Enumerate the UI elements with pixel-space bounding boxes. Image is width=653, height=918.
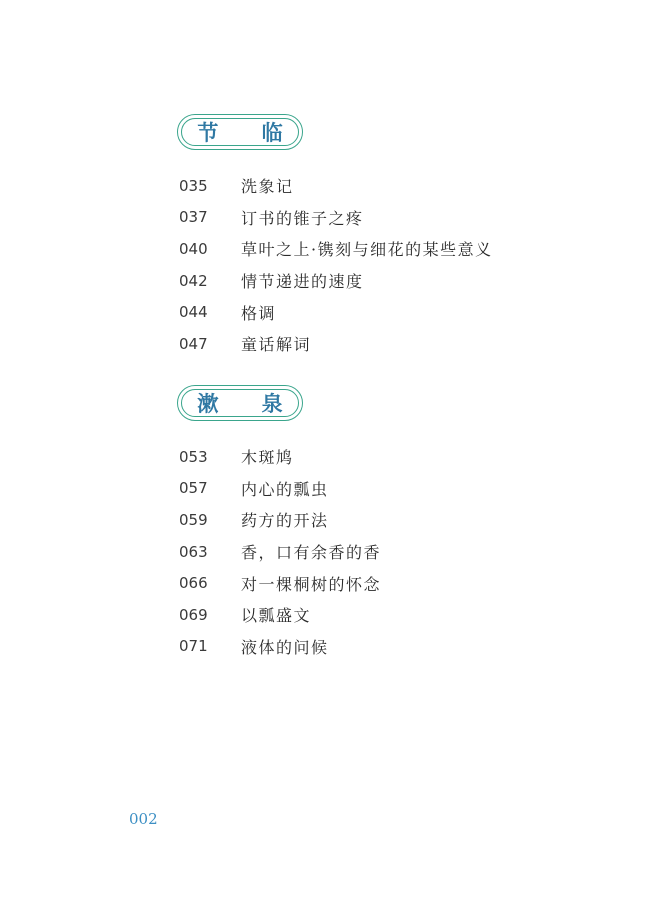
toc-entry[interactable] [179,170,493,202]
toc-entry[interactable] [179,296,493,328]
toc-entry-title: 草叶之上·镌刻与细花的某些意义 [241,240,493,260]
toc-entry-title: 液体的问候 [241,637,329,657]
folio-page-number: 002 [129,810,158,828]
toc-entry-title: 洗象记 [241,177,294,197]
toc-list [179,170,493,360]
toc-entry[interactable] [179,265,493,297]
toc-entry-title: 药方的开法 [241,511,329,531]
toc-entry[interactable] [179,328,493,360]
toc-entry[interactable] [179,599,381,631]
toc-page-number: 071 [179,637,208,656]
toc-page-number: 069 [179,605,208,624]
toc-entry[interactable] [179,504,381,536]
toc-entry-title: 格调 [241,303,277,323]
toc-list [179,441,381,662]
section-heading-badge [177,114,303,150]
toc-entry-title: 对一棵桐树的怀念 [241,574,382,594]
toc-page-number: 057 [179,479,208,498]
toc-entry-title: 童话解词 [241,335,312,355]
toc-page-number: 040 [179,239,208,258]
toc-page-number: 053 [179,447,208,466]
toc-entry-title: 内心的瓢虫 [241,479,329,499]
toc-page-number: 037 [179,208,208,227]
section-heading: 漱 泉 [197,391,301,416]
toc-entry[interactable] [179,441,381,473]
toc-entry-title: 香，口有余香的香 [241,543,382,563]
toc-entry-title: 木斑鸠 [241,448,294,468]
toc-page-number: 047 [179,334,208,353]
toc-entry[interactable] [179,567,381,599]
toc-entry[interactable] [179,233,493,265]
toc-page-number: 063 [179,542,208,561]
toc-page-number: 035 [179,176,208,195]
toc-page-number: 059 [179,510,208,529]
toc-entry-title: 订书的锥子之疼 [241,208,364,228]
toc-entry[interactable] [179,631,381,663]
toc-entry-title: 以瓢盛文 [241,606,312,626]
toc-entry[interactable] [179,536,381,568]
toc-page-number: 044 [179,303,208,322]
toc-entry[interactable] [179,473,381,505]
toc-entry[interactable] [179,202,493,234]
toc-entry-title: 情节递进的速度 [241,272,364,292]
toc-page-number: 042 [179,271,208,290]
section-heading-badge [177,385,303,421]
section-heading: 节 临 [197,120,301,145]
toc-page-number: 066 [179,574,208,593]
